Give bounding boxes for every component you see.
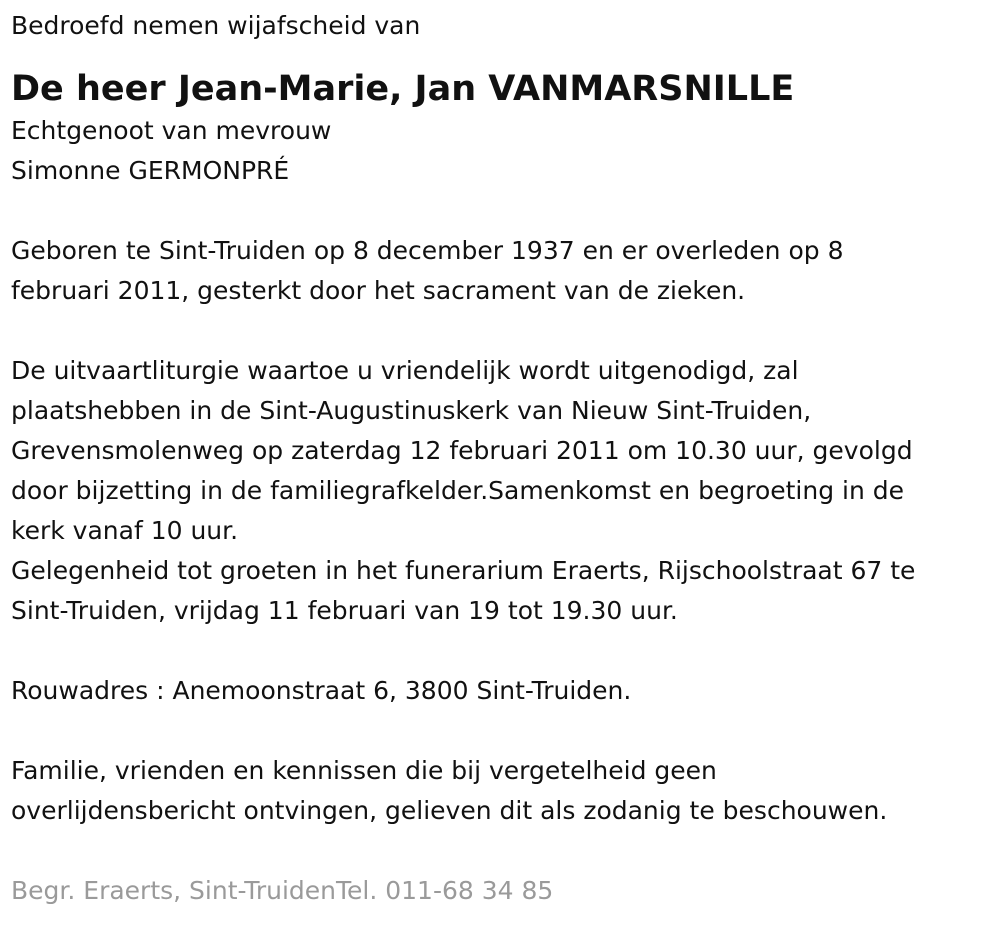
mourning-address: Rouwadres : Anemoonstraat 6, 3800 Sint-Truiden. xyxy=(11,676,632,705)
footer-contact: Begr. Eraerts, Sint-TruidenTel. 011-68 34 85 xyxy=(11,876,554,905)
text-line: februari 2011, gesterkt door het sacrament van de zieken. xyxy=(11,276,746,305)
spouse-line-1: Echtgenoot van mevrouw xyxy=(11,116,332,145)
text-line: Sint-Truiden, vrijdag 11 februari van 19 tot 19.30 uur. xyxy=(11,596,678,625)
text-line: De uitvaartliturgie waartoe u vriendelijk wordt uitgenodigd, zal xyxy=(11,356,799,385)
text-line: overlijdensbericht ontvingen, gelieven dit als zodanig te beschouwen. xyxy=(11,796,888,825)
intro-text: Bedroefd nemen wijafscheid van xyxy=(11,11,421,40)
text-line: plaatshebben in de Sint-Augustinuskerk van Nieuw Sint-Truiden, xyxy=(11,396,812,425)
text-line: Grevensmolenweg op zaterdag 12 februari 2011 om 10.30 uur, gevolgd xyxy=(11,436,913,465)
deceased-name: De heer Jean-Marie, Jan VANMARSNILLE xyxy=(11,69,795,109)
text-line: Geboren te Sint-Truiden op 8 december 1937 en er overleden op 8 xyxy=(11,236,844,265)
mourning-address-paragraph xyxy=(11,671,1000,711)
text-line: kerk vanaf 10 uur. xyxy=(11,516,239,545)
spouse-line-2: Simonne GERMONPRÉ xyxy=(11,156,290,185)
family-note-paragraph xyxy=(11,751,1000,831)
text-line: Gelegenheid tot groeten in het funerarium Eraerts, Rijschoolstraat 67 te xyxy=(11,556,916,585)
funeral-paragraph xyxy=(11,351,1000,631)
text-line: Familie, vrienden en kennissen die bij vergetelheid geen xyxy=(11,756,717,785)
birth-death-paragraph xyxy=(11,231,1000,311)
text-line: door bijzetting in de familiegrafkelder.Samenkomst en begroeting in de xyxy=(11,476,905,505)
